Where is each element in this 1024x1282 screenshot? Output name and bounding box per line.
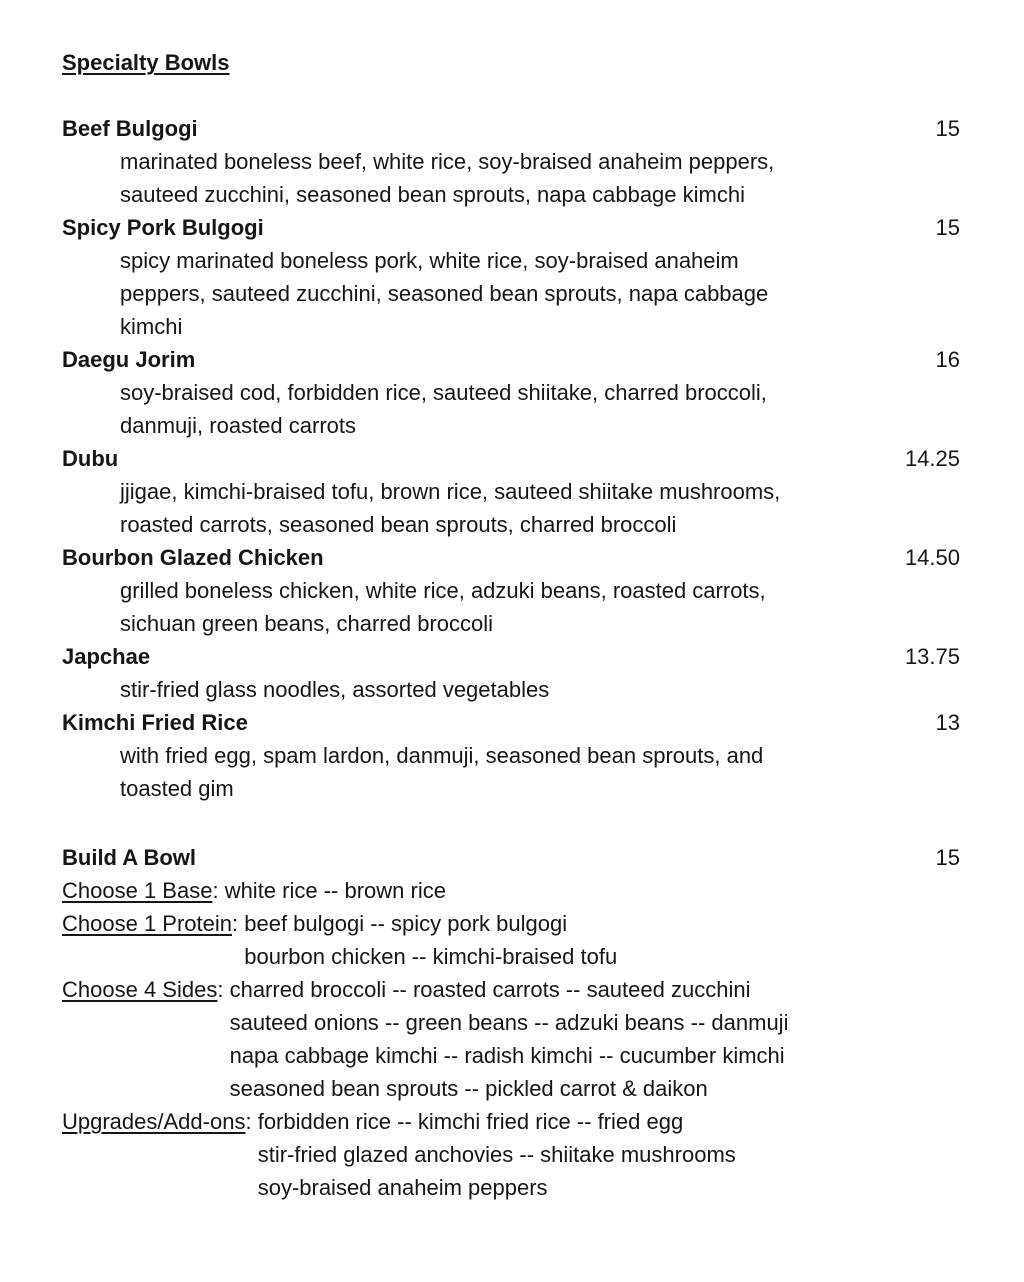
choice-base <box>62 874 960 907</box>
build-a-bowl-section <box>62 841 960 1204</box>
menu-item-bourbon-glazed-chicken <box>62 541 960 640</box>
item-desc-line: grilled boneless chicken, white rice, adzuki beans, roasted carrots, <box>120 578 766 603</box>
choice-label: Choose 4 Sides <box>62 977 218 1002</box>
item-description <box>62 145 960 211</box>
item-desc-line: marinated boneless beef, white rice, soy-braised anaheim peppers, <box>120 149 775 174</box>
choice-label: Upgrades/Add-ons <box>62 1109 246 1134</box>
choice-colon: : <box>217 977 224 1002</box>
choice-option-line: bourbon chicken -- kimchi-braised tofu <box>244 944 618 969</box>
item-description <box>62 739 960 805</box>
choice-header <box>62 1105 258 1138</box>
choice-colon: : <box>232 911 239 936</box>
item-header <box>62 343 960 376</box>
choice-option-line: white rice -- brown rice <box>224 878 446 903</box>
item-name: Beef Bulgogi <box>62 116 198 141</box>
item-name: Build A Bowl <box>62 845 197 870</box>
item-price: 13.75 <box>904 644 960 669</box>
item-description <box>62 244 960 343</box>
item-price: 13 <box>935 710 960 735</box>
item-price: 16 <box>935 347 960 372</box>
item-desc-line: soy-braised cod, forbidden rice, sauteed shiitake, charred broccoli, <box>120 380 767 405</box>
item-desc-line: sichuan green beans, charred broccoli <box>120 611 494 636</box>
choice-label: Choose 1 Base <box>62 878 213 903</box>
item-header <box>62 112 960 145</box>
item-name: Kimchi Fried Rice <box>62 710 248 735</box>
item-name: Bourbon Glazed Chicken <box>62 545 324 570</box>
item-desc-line: toasted gim <box>120 776 234 801</box>
item-description <box>62 574 960 640</box>
choice-protein <box>62 907 960 973</box>
choice-option-line: forbidden rice -- kimchi fried rice -- fried egg <box>257 1109 684 1134</box>
menu-item-spicy-pork-bulgogi <box>62 211 960 343</box>
choice-upgrades <box>62 1105 960 1204</box>
choice-option-line: charred broccoli -- roasted carrots -- sauteed zucchini <box>229 977 751 1002</box>
item-desc-line: roasted carrots, seasoned bean sprouts, charred broccoli <box>120 512 677 537</box>
choice-colon: : <box>212 878 219 903</box>
item-description <box>62 475 960 541</box>
item-price: 14.25 <box>904 446 960 471</box>
menu-item-kimchi-fried-rice <box>62 706 960 805</box>
item-price: 15 <box>935 215 960 240</box>
choice-options <box>258 1105 960 1204</box>
menu-item-daegu-jorim <box>62 343 960 442</box>
item-price: 15 <box>935 116 960 141</box>
choice-option-line: seasoned bean sprouts -- pickled carrot & daikon <box>229 1076 708 1101</box>
item-header <box>62 841 960 874</box>
item-name: Japchae <box>62 644 151 669</box>
item-desc-line: jjigae, kimchi-braised tofu, brown rice, sauteed shiitake mushrooms, <box>120 479 781 504</box>
item-header <box>62 211 960 244</box>
choice-options <box>225 874 960 907</box>
choice-option-line: sauteed onions -- green beans -- adzuki beans -- danmuji <box>229 1010 789 1035</box>
item-description <box>62 376 960 442</box>
item-desc-line: peppers, sauteed zucchini, seasoned bean sprouts, napa cabbage <box>120 281 769 306</box>
choice-options <box>244 907 960 973</box>
menu-item-japchae <box>62 640 960 706</box>
item-price: 14.50 <box>904 545 960 570</box>
item-description <box>62 673 960 706</box>
item-header <box>62 706 960 739</box>
item-header <box>62 442 960 475</box>
item-desc-line: danmuji, roasted carrots <box>120 413 356 438</box>
menu-item-beef-bulgogi <box>62 112 960 211</box>
choice-label: Choose 1 Protein <box>62 911 232 936</box>
choice-header <box>62 973 230 1006</box>
choice-option-line: soy-braised anaheim peppers <box>257 1175 548 1200</box>
menu-item-dubu <box>62 442 960 541</box>
section-title: Specialty Bowls <box>62 50 230 75</box>
item-name: Daegu Jorim <box>62 347 196 372</box>
item-name: Spicy Pork Bulgogi <box>62 215 264 240</box>
item-header <box>62 541 960 574</box>
choice-option-line: stir-fried glazed anchovies -- shiitake mushrooms <box>257 1142 736 1167</box>
item-price: 15 <box>935 845 960 870</box>
item-name: Dubu <box>62 446 119 471</box>
choice-colon: : <box>245 1109 252 1134</box>
item-header <box>62 640 960 673</box>
item-desc-line: stir-fried glass noodles, assorted vegetables <box>120 677 550 702</box>
choice-header <box>62 907 244 940</box>
choice-header <box>62 874 225 907</box>
item-desc-line: kimchi <box>120 314 183 339</box>
choice-option-line: napa cabbage kimchi -- radish kimchi -- cucumber kimchi <box>229 1043 785 1068</box>
choice-options <box>230 973 960 1105</box>
item-desc-line: spicy marinated boneless pork, white rice, soy-braised anaheim <box>120 248 739 273</box>
choice-sides <box>62 973 960 1105</box>
item-desc-line: with fried egg, spam lardon, danmuji, seasoned bean sprouts, and <box>120 743 764 768</box>
item-desc-line: sauteed zucchini, seasoned bean sprouts, napa cabbage kimchi <box>120 182 745 207</box>
choice-option-line: beef bulgogi -- spicy pork bulgogi <box>244 911 568 936</box>
